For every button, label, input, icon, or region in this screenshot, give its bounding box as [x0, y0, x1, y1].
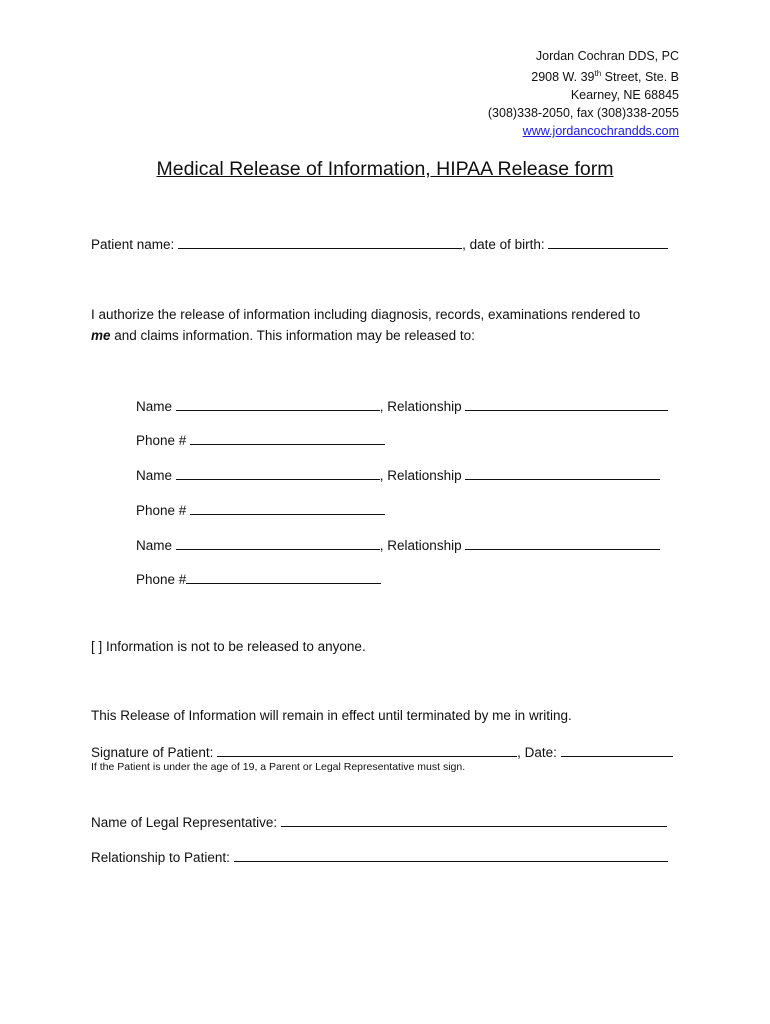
- dob-label: , date of birth:: [462, 237, 545, 252]
- recipient-3-name-row: [136, 535, 660, 553]
- letterhead: [488, 47, 679, 140]
- patient-name-field[interactable]: [178, 234, 462, 249]
- me-emphasis: me: [91, 328, 111, 343]
- recipient-1-name-field[interactable]: [176, 396, 380, 411]
- signature-note: If the Patient is under the age of 19, a Parent or Legal Representative must sign.: [91, 761, 466, 773]
- recipient-3-name-field[interactable]: [176, 535, 380, 550]
- patient-name-label: Patient name:: [91, 237, 175, 252]
- recipient-3-relationship-field[interactable]: [465, 535, 660, 550]
- authorization-line-1: I authorize the release of information including diagnosis, records, examinations rendered to: [91, 307, 641, 322]
- date-label: , Date:: [517, 745, 557, 760]
- legal-rep-name-field[interactable]: [281, 812, 667, 827]
- recipient-name-label: Name: [136, 399, 173, 414]
- no-release-row: [91, 639, 366, 654]
- recipient-relationship-label: , Relationship: [379, 399, 462, 414]
- website-link[interactable]: www.jordancochrandds.com: [522, 124, 679, 139]
- dob-field[interactable]: [548, 234, 668, 249]
- date-field[interactable]: [561, 742, 673, 757]
- recipient-name-label: Name: [136, 468, 173, 483]
- recipient-3-phone-row: [136, 569, 381, 587]
- recipient-1-phone-field[interactable]: [190, 430, 385, 445]
- page-title: Medical Release of Information, HIPAA Release form: [156, 158, 614, 180]
- ordinal-suffix: th: [594, 69, 602, 78]
- recipient-2-name-row: [136, 465, 660, 483]
- practice-name: Jordan Cochran DDS, PC: [535, 49, 679, 63]
- legal-rep-name-row: [91, 812, 667, 830]
- authorization-line-2-text: and claims information. This information may be released to:: [110, 328, 475, 343]
- street-number: 2908 W. 39: [531, 70, 595, 85]
- legal-rep-relationship-row: [91, 847, 668, 865]
- recipient-2-name-field[interactable]: [176, 465, 380, 480]
- recipient-phone-label: Phone #: [136, 503, 187, 518]
- authorization-paragraph: [91, 304, 640, 346]
- street-name: Street, Ste. B: [601, 70, 679, 85]
- recipient-2-relationship-field[interactable]: [465, 465, 660, 480]
- legal-rep-relationship-label: Relationship to Patient:: [91, 850, 230, 865]
- recipient-phone-label: Phone #: [136, 572, 187, 587]
- legal-rep-relationship-field[interactable]: [234, 847, 668, 862]
- legal-rep-name-label: Name of Legal Representative:: [91, 815, 278, 830]
- recipient-1-relationship-field[interactable]: [465, 396, 668, 411]
- street-address: [488, 65, 679, 86]
- recipient-phone-label: Phone #: [136, 433, 187, 448]
- recipient-2-phone-row: [136, 500, 385, 518]
- recipient-2-phone-field[interactable]: [190, 500, 385, 515]
- recipient-1-phone-row: [136, 430, 385, 448]
- effect-statement: This Release of Information will remain in effect until terminated by me in writing.: [91, 708, 572, 723]
- recipient-name-label: Name: [136, 538, 173, 553]
- signature-row: [91, 742, 673, 760]
- authorization-line-2: [91, 325, 640, 346]
- recipient-1-name-row: [136, 396, 668, 414]
- patient-row: [91, 234, 668, 252]
- phone-fax: (308)338-2050, fax (308)338-2055: [487, 106, 679, 121]
- recipient-relationship-label: , Relationship: [379, 468, 462, 483]
- recipient-3-phone-field[interactable]: [186, 569, 381, 584]
- no-release-checkbox[interactable]: [ ]: [91, 639, 103, 654]
- recipient-relationship-label: , Relationship: [379, 538, 462, 553]
- signature-label: Signature of Patient:: [91, 745, 214, 760]
- signature-field[interactable]: [217, 742, 517, 757]
- no-release-text: Information is not to be released to anyone.: [106, 639, 366, 654]
- city-state-zip: Kearney, NE 68845: [570, 88, 679, 103]
